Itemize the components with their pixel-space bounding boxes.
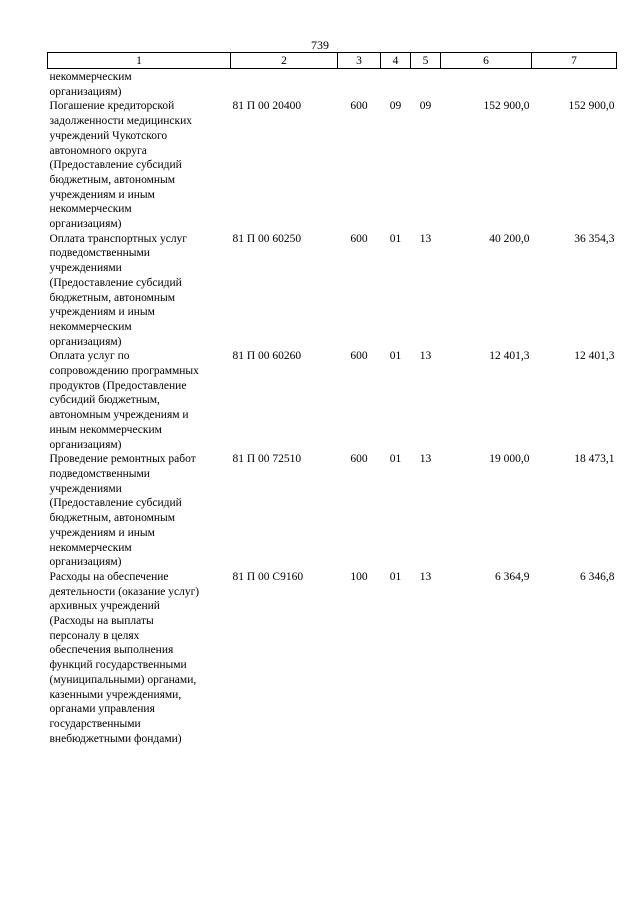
- cell-code: 81 П 00 С9160: [232, 570, 304, 583]
- column-header-6: 6: [441, 53, 532, 69]
- header-row: [48, 53, 617, 69]
- cell-v6: 6 364,9: [495, 570, 530, 583]
- cell-v6: [441, 69, 532, 100]
- cell-name: Проведение ремонтных работ подведомственными учреждениями (Предоставление субсидий бюджетным, автономным учреждениям и иным некоммерческим организациям): [49, 453, 196, 569]
- cell-c3: 600: [350, 232, 368, 245]
- cell-name: Погашение кредиторской задолженности медицинских учреждений Чукотского автономного округа (Предоставление субсидий бюджетным, автономным учреждениям и иным некоммерческим организациям): [49, 100, 193, 231]
- cell-c3: 600: [350, 453, 368, 466]
- cell-c5: 13: [419, 453, 432, 466]
- budget-table: [47, 52, 617, 746]
- column-header-3: 3: [338, 53, 381, 69]
- cell-v7: 18 473,1: [574, 453, 615, 466]
- cell-code: 81 П 00 72510: [232, 453, 302, 466]
- cell-c4: 01: [389, 232, 402, 245]
- cell-v6: 19 000,0: [489, 453, 530, 466]
- cell-c4: [381, 69, 411, 100]
- cell-v7: 36 354,3: [574, 232, 615, 245]
- column-header-5: 5: [411, 53, 441, 69]
- cell-c3: 600: [350, 350, 368, 363]
- cell-name: Оплата услуг по сопровождению программных продуктов (Предоставление субсидий бюджетным, автономным учреждениям и иным некоммерческим организациям): [49, 350, 199, 451]
- cell-c4: 01: [389, 570, 402, 583]
- cell-c5: [411, 69, 441, 100]
- cell-v6: 12 401,3: [489, 350, 530, 363]
- cell-c5: 13: [419, 350, 432, 363]
- cell-c5: 09: [419, 100, 432, 113]
- cell-c5: 13: [419, 232, 432, 245]
- cell-v7: [532, 69, 617, 100]
- cell-code: [231, 69, 338, 100]
- cell-v7: 12 401,3: [574, 350, 615, 363]
- cell-code: 81 П 00 60250: [232, 232, 302, 245]
- column-header-4: 4: [381, 53, 411, 69]
- cell-code: 81 П 00 60260: [232, 350, 302, 363]
- cell-name: Оплата транспортных услуг подведомственными учреждениями (Предоставление субсидий бюджетным, автономным учреждениям и иным некоммерческим организациям): [49, 232, 188, 348]
- column-header-7: 7: [532, 53, 617, 69]
- table-row: [48, 69, 617, 100]
- cell-c4: 01: [389, 453, 402, 466]
- table-row: [48, 349, 617, 452]
- table-row: [48, 99, 617, 231]
- page-number: 739: [311, 38, 329, 52]
- cell-code: 81 П 00 20400: [232, 100, 302, 113]
- column-header-2: 2: [231, 53, 338, 69]
- cell-name: некоммерческим организациям): [49, 71, 132, 98]
- table-row: [48, 452, 617, 570]
- table-row: [48, 232, 617, 350]
- cell-c5: 13: [419, 570, 432, 583]
- cell-v6: 40 200,0: [489, 232, 530, 245]
- table-row: [48, 570, 617, 746]
- cell-v6: 152 900,0: [483, 100, 530, 113]
- cell-name: Расходы на обеспечение деятельности (оказание услуг) архивных учреждений (Расходы на выплаты персоналу в целях обеспечения выполнения функций государственными (муниципальными) органами, казенными учреждениями, органами управления государственными внебюджетными фондами): [49, 570, 200, 745]
- cell-c3: 600: [350, 100, 368, 113]
- cell-v7: 6 346,8: [580, 570, 615, 583]
- column-header-1: 1: [48, 53, 231, 69]
- cell-c4: 09: [389, 100, 402, 113]
- cell-c3: 100: [350, 570, 368, 583]
- cell-v7: 152 900,0: [568, 100, 615, 113]
- cell-c4: 01: [389, 350, 402, 363]
- cell-c3: [338, 69, 381, 100]
